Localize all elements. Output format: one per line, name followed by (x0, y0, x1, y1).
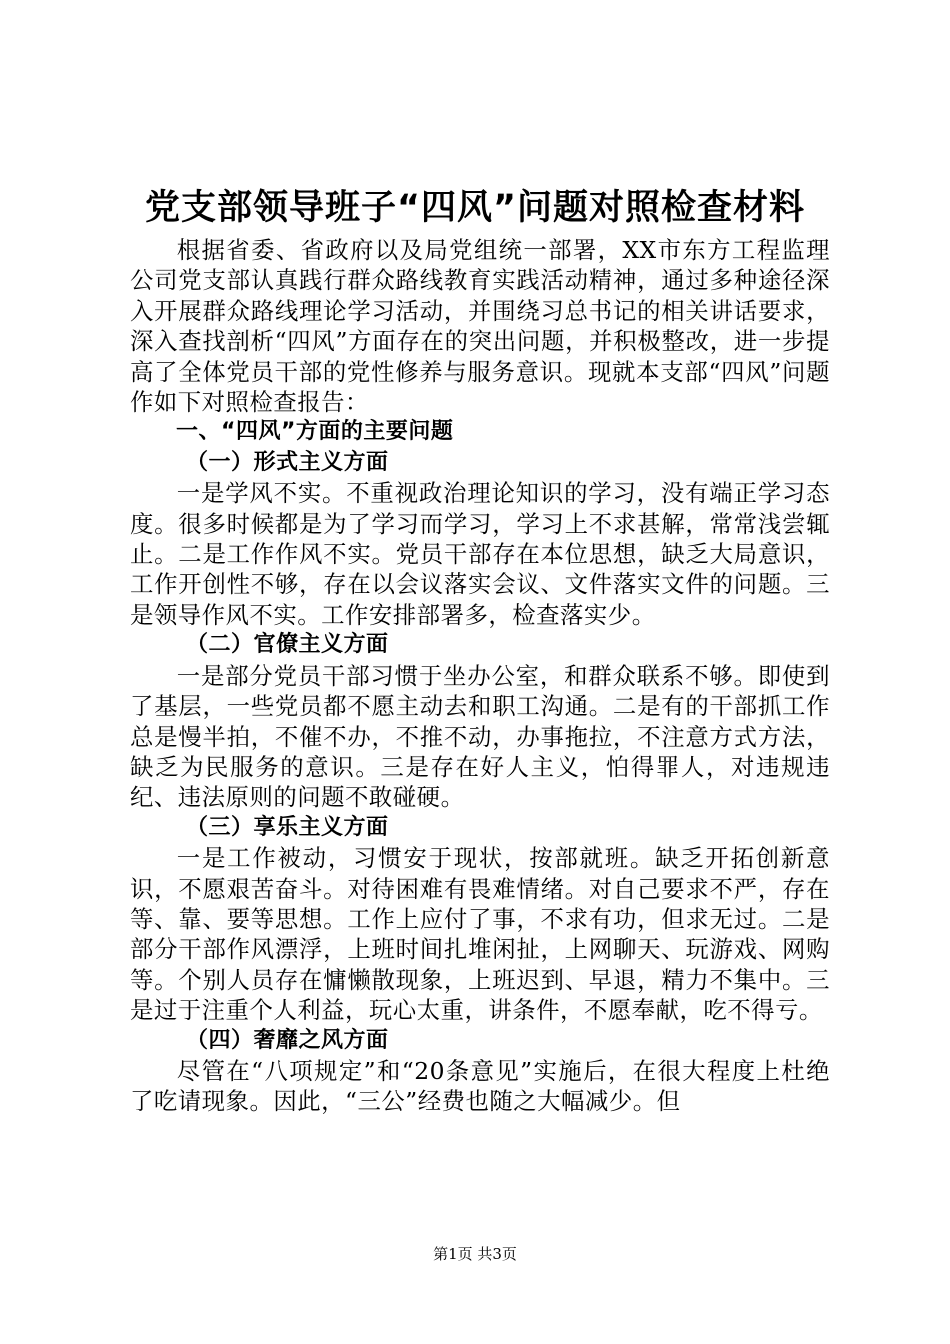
section-heading-main-problems: 一、“四风”方面的主要问题 (176, 419, 454, 445)
page-number-footer: 第1页 共3页 (433, 1245, 517, 1263)
bureaucratism-paragraph: 一是部分党员干部习惯于坐办公室，和群众联系不够。即使到了基层，一些党员都不愿主动去和职工沟通。二是有的干部抓工作总是慢半拍，不催不办，不推不动，办事拖拉，不注意方式方法，缺乏为民服务的意识。三是存在好人主义，怕得罪人，对违规违纪、违法原则的问题不敢碰硬。 (130, 661, 830, 812)
subsection-heading-hedonism: （三）享乐主义方面 (186, 814, 389, 840)
hedonism-paragraph: 一是工作被动，习惯安于现状，按部就班。缺乏开拓创新意识，不愿艰苦奋斗。对待困难有畏难情绪。对自己要求不严，存在等、靠、要等思想。工作上应付了事，不求有功，但求无过。二是部分干部作风漂浮，上班时间扎堆闲扯，上网聊天、玩游戏、网购等。个别人员存在慵懒散现象，上班迟到、早退，精力不集中。三是过于注重个人利益，玩心太重，讲条件，不愿奉献，吃不得亏。 (130, 844, 830, 1025)
document-body (130, 235, 830, 1117)
subsection-heading-bureaucratism: （二）官僚主义方面 (186, 632, 389, 658)
intro-paragraph: 根据省委、省政府以及局党组统一部署，XX市东方工程监理公司党支部认真践行群众路线教育实践活动精神，通过多种途径深入开展群众路线理论学习活动，并围绕习总书记的相关讲话要求，深入查找剖析“四风”方面存在的突出问题，并积极整改，进一步提高了全体党员干部的党性修养与服务意识。现就本支部“四风”问题作如下对照检查报告： (130, 236, 830, 417)
subsection-heading-formalism: （一）形式主义方面 (186, 449, 389, 475)
document-title: 党支部领导班子“四风”问题对照检查材料 (144, 188, 805, 228)
subsection-heading-extravagance: （四）奢靡之风方面 (186, 1027, 389, 1053)
extravagance-paragraph: 尽管在“八项规定”和“20条意见”实施后，在很大程度上杜绝了吃请现象。因此，“三公”经费也随之大幅减少。但 (130, 1056, 830, 1116)
formalism-paragraph: 一是学风不实。不重视政治理论知识的学习，没有端正学习态度。很多时候都是为了学习而学习，学习上不求甚解，常常浅尝辄止。二是工作作风不实。党员干部存在本位思想，缺乏大局意识，工作开创性不够，存在以会议落实会议、文件落实文件的问题。三是领导作风不实。工作安排部署多，检查落实少。 (130, 479, 830, 629)
